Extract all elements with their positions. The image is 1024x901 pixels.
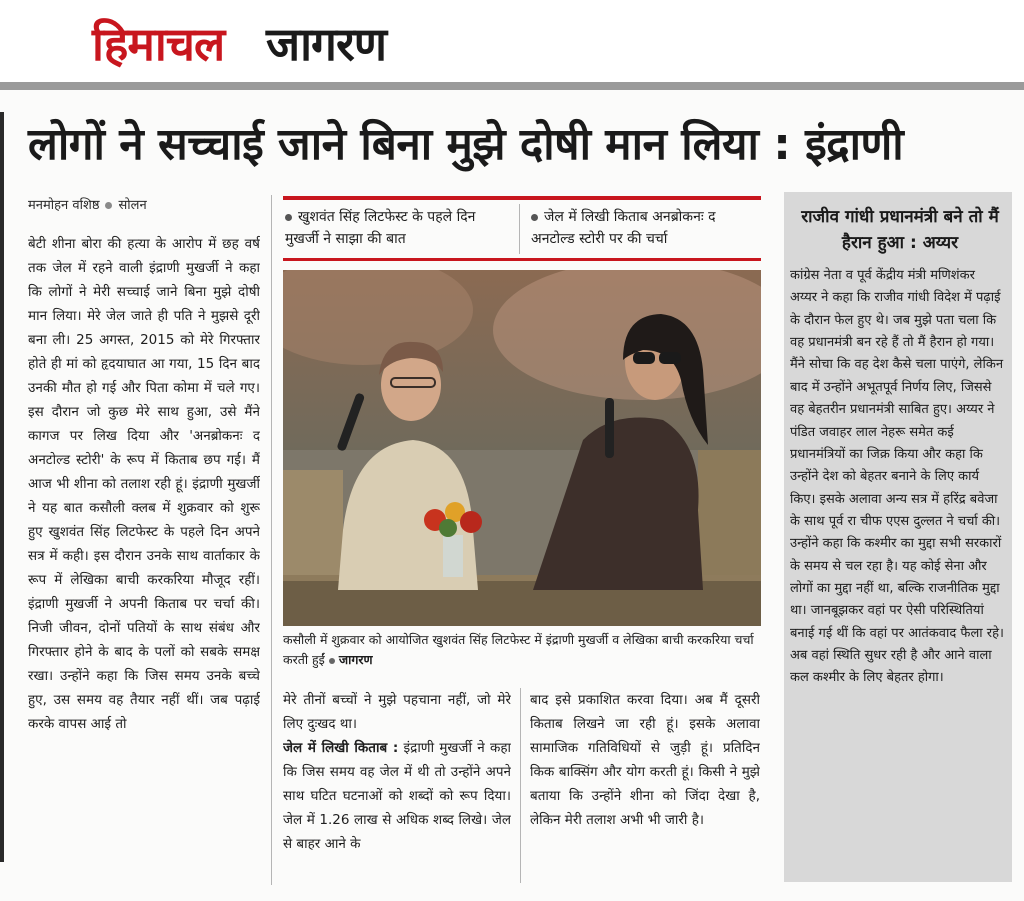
article-column-2 [283, 688, 511, 888]
subhead-rule-bottom [283, 258, 761, 261]
bullet-icon [105, 202, 112, 209]
left-margin-rule [0, 112, 4, 862]
masthead [0, 0, 1024, 82]
wicker-armrest [698, 450, 761, 590]
event-photo [283, 270, 761, 626]
byline-location: सोलन [118, 198, 147, 213]
subhead-1 [285, 206, 510, 251]
bullet-icon [285, 214, 292, 221]
photo-credit: जागरण [338, 652, 373, 667]
subhead-rule-top [283, 196, 761, 200]
subhead-2 [531, 206, 759, 251]
article-column-3: बाद इसे प्रकाशित करवा दिया। अब मैं दूसरी किताब लिखने जा रही हूं। इसके अलावा सामाजिक गतिविधियों से जुड़ी हूं। प्रतिदिन किक बाक्सिंग और योग करती हूं। किसी ने मुझे बताया कि उन्होंने शीना को जिंदा देखा है, लेकिन मेरी तलाश अभी भी जारी है। [530, 692, 760, 829]
subhead-1-text: खुशवंत सिंह लिटफेस्ट के पहले दिन मुखर्जी ने साझा की बात [285, 209, 476, 248]
article-column-2-body: इंद्राणी मुखर्जी ने कहा कि जिस समय वह जेल में थी तो उन्होंने अपने साथ घटित घटनाओं को शब्दों को रूप दिया। जेल में 1.26 लाख से अधिक शब्द लिखे। जेल से बाहर आने के [283, 740, 511, 853]
masthead-brand-black: जागरण [266, 17, 387, 71]
article-subhead-jail-book: जेल में लिखी किताब : [283, 740, 399, 757]
left-chair [283, 470, 343, 590]
photo-caption [283, 630, 761, 670]
column-divider [520, 688, 521, 883]
article-column-2-intro: मेरे तीनों बच्चों ने मुझे पहचाना नहीं, जो मेरे लिए दुःखद था। [283, 692, 511, 733]
byline-author: मनमोहन वशिष्ठ [28, 198, 100, 213]
column-divider [271, 195, 272, 885]
page-headline: लोगों ने सच्चाई जाने बिना मुझे दोषी मान लिया : इंद्राणी [28, 119, 904, 170]
byline [28, 195, 147, 213]
sidebar-body: कांग्रेस नेता व पूर्व केंद्रीय मंत्री मणिशंकर अय्यर ने कहा कि राजीव गांधी विदेश में पढ़ाई के दौरान फेल हुए थे। जब मुझे पता चला कि वह प्रधानमंत्री बन रहे हैं तो मैं हैरान हो गया। मैंने सोचा कि वह देश कैसे चला पाएंगे, लेकिन बाद में उन्होंने अभूतपूर्व निर्णय लिए, जिससे वह बेहतरीन प्रधानमंत्री साबित हुए। अय्यर ने पंडित जवाहर लाल नेहरू समेत कई प्रधानमंत्रियों का जिक्र किया और कहा कि उन्होंने देश को बेहतर बनाने के लिए कार्य किए। इसके अलावा अन्य सत्र में हरिंद्र बवेजा के साथ पूर्व रा चीफ एएस दुल्लत ने चर्चा की। उन्होंने कहा कि कश्मीर का मुद्दा सभी सरकारों के समय से चल रहा है। यह कोई सेना और लोगों का मुद्दा नहीं था, बल्कि राजनीतिक मुद्दा था। जानबूझकर वहां पर ऐसी परिस्थितियां बनाई गई थीं कि वहां पर आतंकवाद फैला रहे। अब वहां स्थिति सुधर रही है और आने वाला कल कश्मीर के लिए बेहतर होगा। [790, 268, 1004, 686]
page-bottom-strip [0, 888, 1024, 901]
sidebar-title: राजीव गांधी प्रधानमंत्री बने तो मैं हैरान हुआ : अय्यर [801, 207, 999, 253]
subhead-divider [519, 204, 520, 254]
bullet-icon [531, 214, 538, 221]
subhead-2-text: जेल में लिखी किताब अनब्रोकनः द अनटोल्ड स्टोरी पर की चर्चा [531, 209, 716, 248]
photo-caption-text: कसौली में शुक्रवार को आयोजित खुशवंत सिंह लिटफेस्ट में इंद्राणी मुखर्जी व लेखिका बाची करकरिया चर्चा करती हुईं [283, 632, 754, 667]
masthead-rule [0, 82, 1024, 90]
article-column-1: बेटी शीना बोरा की हत्या के आरोप में छह वर्ष तक जेल में रहने वाली इंद्राणी मुखर्जी ने कहा कि लोगों ने मेरी सच्चाई जाने बिना मुझे दोषी मान लिया। मेरे जेल जाते ही पति ने मुझसे दूरी बना ली। 25 अगस्त, 2015 को मेरे गिरफ्तार होते ही मां को हृदयाघात आ गया, 15 दिन बाद उनकी मौत हो गई और पिता कोमा में चले गए। इस दौरान जो कुछ मेरे साथ हुआ, उसे मैंने कागज पर लिख दिया और 'अनब्रोकनः द अनटोल्ड स्टोरी' के रूप में किताब छप गई। मैं आज भी शीना को तलाश रही हूं। इंद्राणी मुखर्जी ने यह बात कसौली क्लब में शुक्रवार को शुरू हुए खुशवंत सिंह लिटफेस्ट के पहले दिन अपने सत्र में कही। इस दौरान उनके साथ वार्ताकार के रूप में लेखिका बाची करकरिया मौजूद रहीं। इंद्राणी मुखर्जी ने अपनी किताब पर चर्चा की। निजी जीवन, दोनों पतियों के साथ संबंध और गिरफ्तार होने के बाद के पलों को सबके समक्ष रखा। उन्होंने कहा कि जिस समय उनके बच्चे हुए, उस समय वह तैयार नहीं थीं। जब पढ़ाई करके वापस आई तो [28, 236, 260, 733]
masthead-brand-red: हिमाचल [92, 17, 225, 71]
bullet-icon [329, 658, 335, 664]
